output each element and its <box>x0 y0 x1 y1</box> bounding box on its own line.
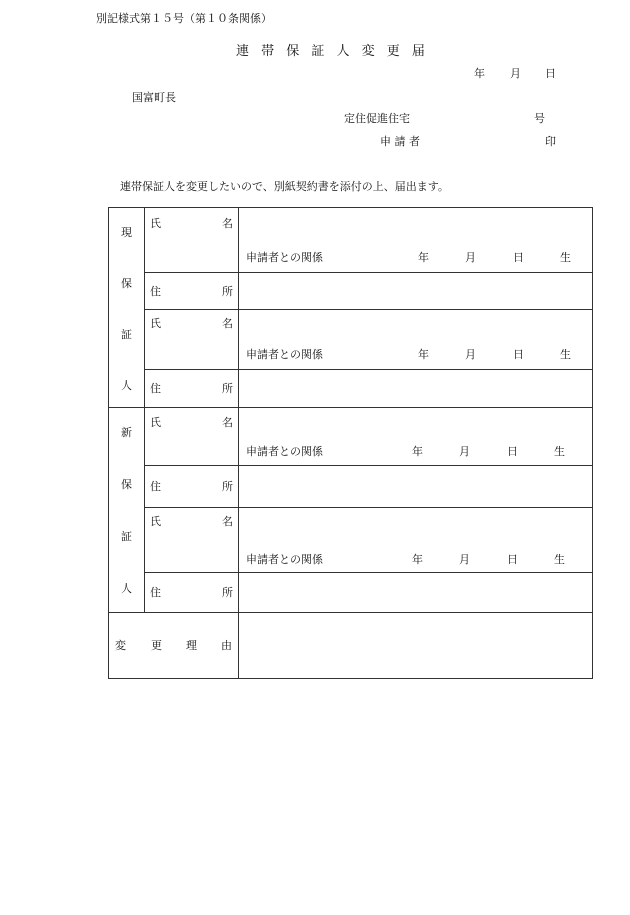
divider <box>144 465 592 466</box>
birth-day-label: 日 <box>513 348 524 361</box>
address-label: 住 <box>150 480 161 493</box>
birth-day-label: 日 <box>507 553 518 566</box>
divider <box>144 369 592 370</box>
section-current-char: 証 <box>121 328 132 341</box>
statement: 連帯保証人を変更したいので、別紙契約書を添付の上、届出ます。 <box>120 180 449 193</box>
address-label: 所 <box>222 382 233 395</box>
divider <box>144 272 592 273</box>
reason-char: 更 <box>151 639 162 652</box>
divider <box>109 612 592 613</box>
born-label: 生 <box>560 251 571 264</box>
section-new-char: 新 <box>121 426 132 439</box>
page-title: 連 帯 保 証 人 変 更 届 <box>236 44 429 59</box>
date-month-label: 月 <box>510 67 521 80</box>
housing-label: 定住促進住宅 <box>344 112 410 125</box>
birth-day-label: 日 <box>513 251 524 264</box>
born-label: 生 <box>560 348 571 361</box>
birth-day-label: 日 <box>507 445 518 458</box>
name-label: 氏 <box>150 515 161 528</box>
number-label: 号 <box>534 112 545 125</box>
seal-label: 印 <box>545 135 556 148</box>
name-label: 氏 <box>150 416 161 429</box>
born-label: 生 <box>554 553 565 566</box>
section-new-char: 証 <box>121 530 132 543</box>
address-label: 住 <box>150 586 161 599</box>
birth-year-label: 年 <box>418 348 429 361</box>
name-label: 名 <box>222 217 233 230</box>
applicant-label: 申 請 者 <box>380 135 420 148</box>
addressee: 国富町長 <box>132 91 176 104</box>
name-label: 名 <box>222 416 233 429</box>
birth-year-label: 年 <box>412 445 423 458</box>
reason-char: 理 <box>186 639 197 652</box>
date-year-label: 年 <box>474 67 485 80</box>
relation-label: 申請者との関係 <box>246 251 323 264</box>
birth-month-label: 月 <box>459 445 470 458</box>
relation-label: 申請者との関係 <box>246 445 323 458</box>
name-label: 名 <box>222 317 233 330</box>
section-current-char: 現 <box>121 226 132 239</box>
name-label: 氏 <box>150 217 161 230</box>
divider <box>144 208 145 612</box>
guarantor-table <box>108 207 593 679</box>
relation-label: 申請者との関係 <box>246 348 323 361</box>
birth-month-label: 月 <box>465 251 476 264</box>
relation-label: 申請者との関係 <box>246 553 323 566</box>
section-current-char: 人 <box>121 379 132 392</box>
name-label: 氏 <box>150 317 161 330</box>
divider <box>238 208 239 678</box>
address-label: 所 <box>222 586 233 599</box>
birth-year-label: 年 <box>418 251 429 264</box>
birth-month-label: 月 <box>465 348 476 361</box>
address-label: 所 <box>222 285 233 298</box>
name-label: 名 <box>222 515 233 528</box>
reason-char: 由 <box>221 639 232 652</box>
section-new-char: 人 <box>121 582 132 595</box>
reason-char: 変 <box>115 639 126 652</box>
address-label: 所 <box>222 480 233 493</box>
birth-year-label: 年 <box>412 553 423 566</box>
section-new-char: 保 <box>121 478 132 491</box>
born-label: 生 <box>554 445 565 458</box>
address-label: 住 <box>150 285 161 298</box>
date-day-label: 日 <box>545 67 556 80</box>
section-current-char: 保 <box>121 277 132 290</box>
address-label: 住 <box>150 382 161 395</box>
form-id: 別記様式第１５号（第１０条関係） <box>96 12 272 25</box>
birth-month-label: 月 <box>459 553 470 566</box>
divider <box>144 572 592 573</box>
divider <box>144 309 592 310</box>
divider <box>109 407 592 408</box>
divider <box>144 507 592 508</box>
